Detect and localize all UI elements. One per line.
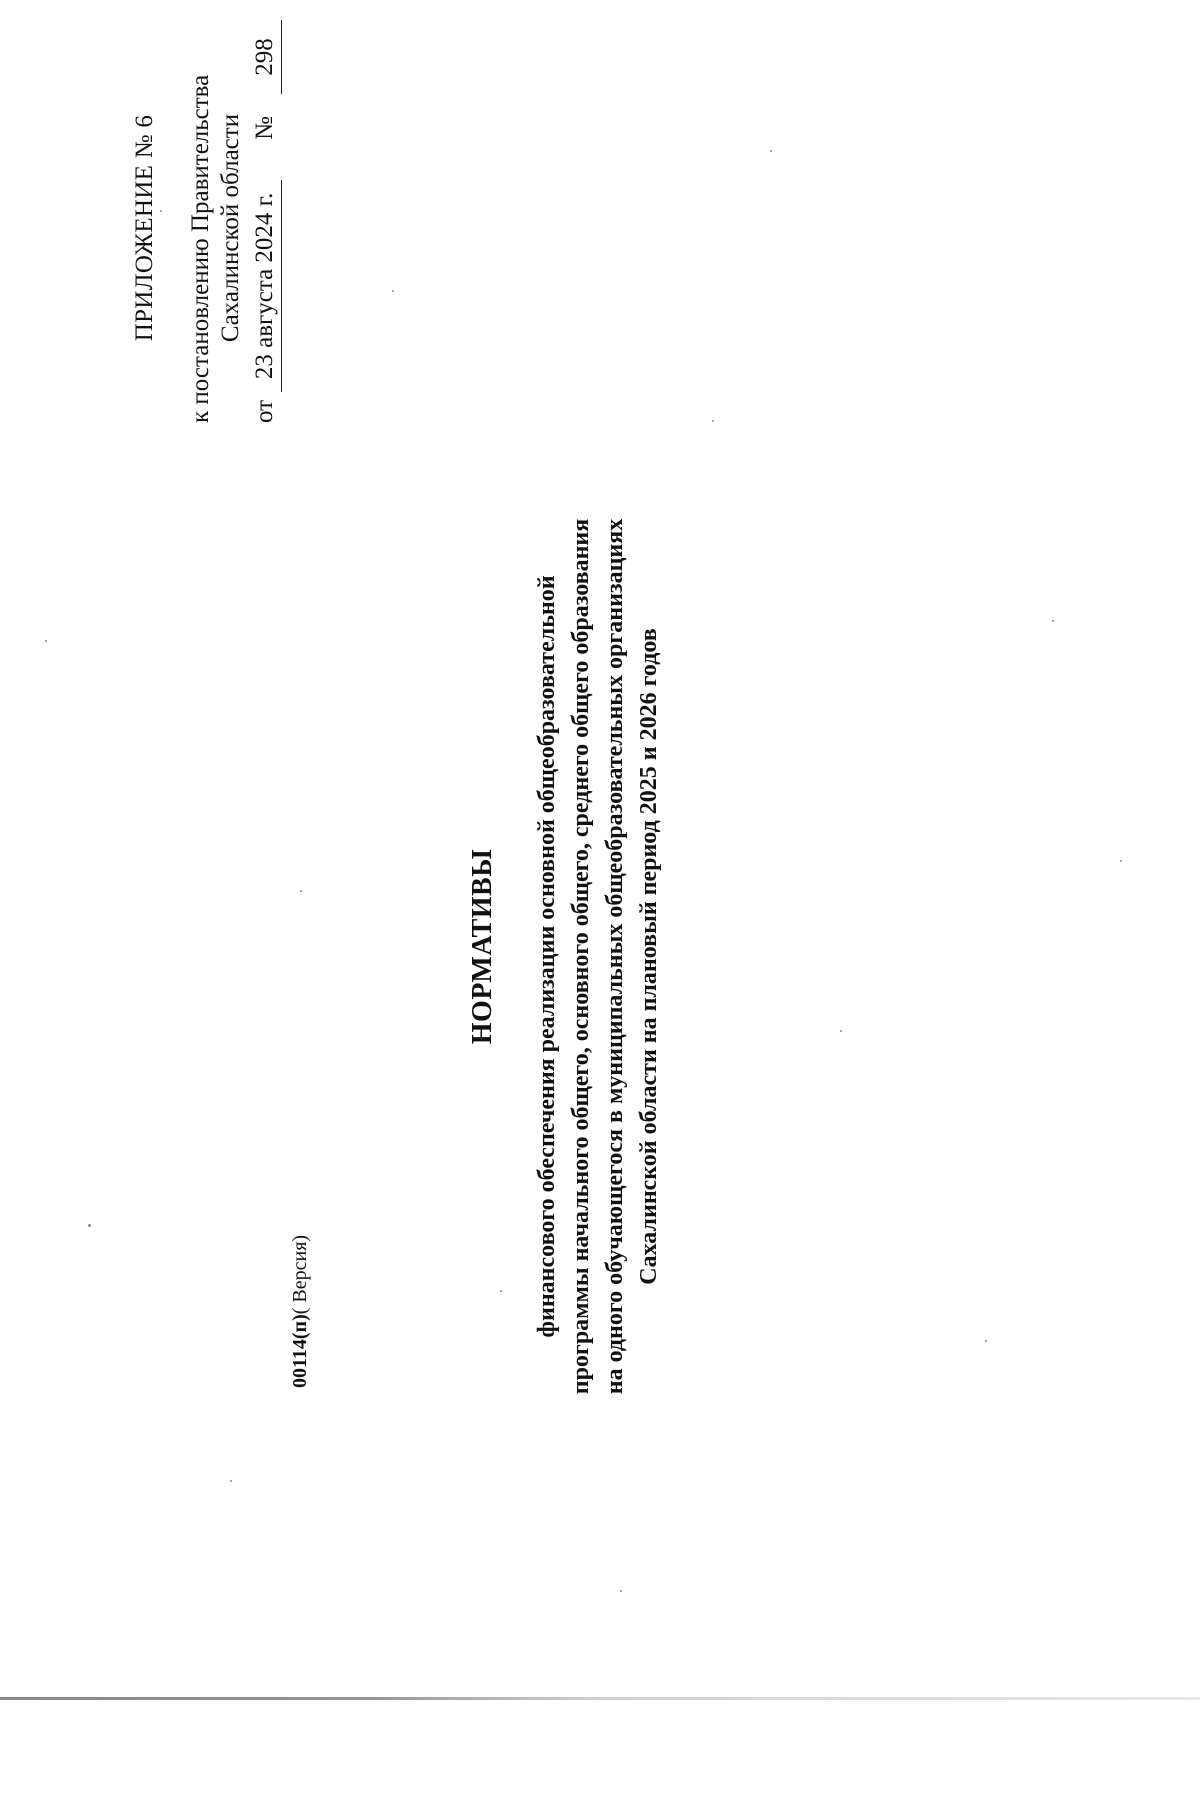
subtitle-line: Сахалинской области на плановый период 2025 и 2026 годов: [636, 628, 662, 1285]
subtitle-line: финансового обеспечения реализации основной общеобразовательной: [534, 575, 560, 1338]
scan-speckle: [160, 210, 162, 212]
scan-speckle: [230, 1480, 232, 1482]
scan-speckle: [88, 1224, 91, 1227]
scan-speckle: [392, 290, 394, 292]
appendix-header: [130, 0, 282, 423]
scan-speckle: [770, 150, 772, 152]
scan-speckle: [620, 1590, 622, 1592]
document-code-version: ( Версия): [289, 1234, 311, 1315]
scan-speckle: [300, 890, 302, 892]
scan-speckle: [1120, 860, 1122, 862]
resolution-date: 23 августа 2024 г.: [250, 180, 282, 392]
appendix-resolution-line: к постановлению Правительства: [187, 74, 214, 423]
document-title: НОРМАТИВЫ: [467, 848, 498, 1045]
resolution-number: 298: [250, 20, 282, 94]
date-prefix: от: [251, 399, 278, 423]
scan-speckle: [840, 1030, 842, 1032]
number-sign: №: [251, 116, 278, 140]
subtitle-line: на одного обучающегося в муниципальных общеобразовательных организациях: [602, 518, 628, 1395]
document-code: [288, 1235, 312, 1388]
scan-speckle: [712, 420, 714, 422]
scan-edge-line: [0, 1697, 1200, 1700]
scan-speckle: [985, 1340, 987, 1342]
appendix-date-line: [250, 0, 282, 423]
subtitle-line: программы начального общего, основного общего, среднего общего образования: [568, 518, 594, 1395]
appendix-title: ПРИЛОЖЕНИЕ № 6: [131, 114, 158, 342]
document-subtitle: [530, 100, 666, 1813]
scan-speckle: [1052, 620, 1054, 622]
document-code-number: 00114(п): [289, 1314, 311, 1388]
scan-speckle: [45, 640, 47, 642]
scan-speckle: [500, 1290, 502, 1292]
appendix-region-line: Сахалинской области: [217, 113, 244, 343]
